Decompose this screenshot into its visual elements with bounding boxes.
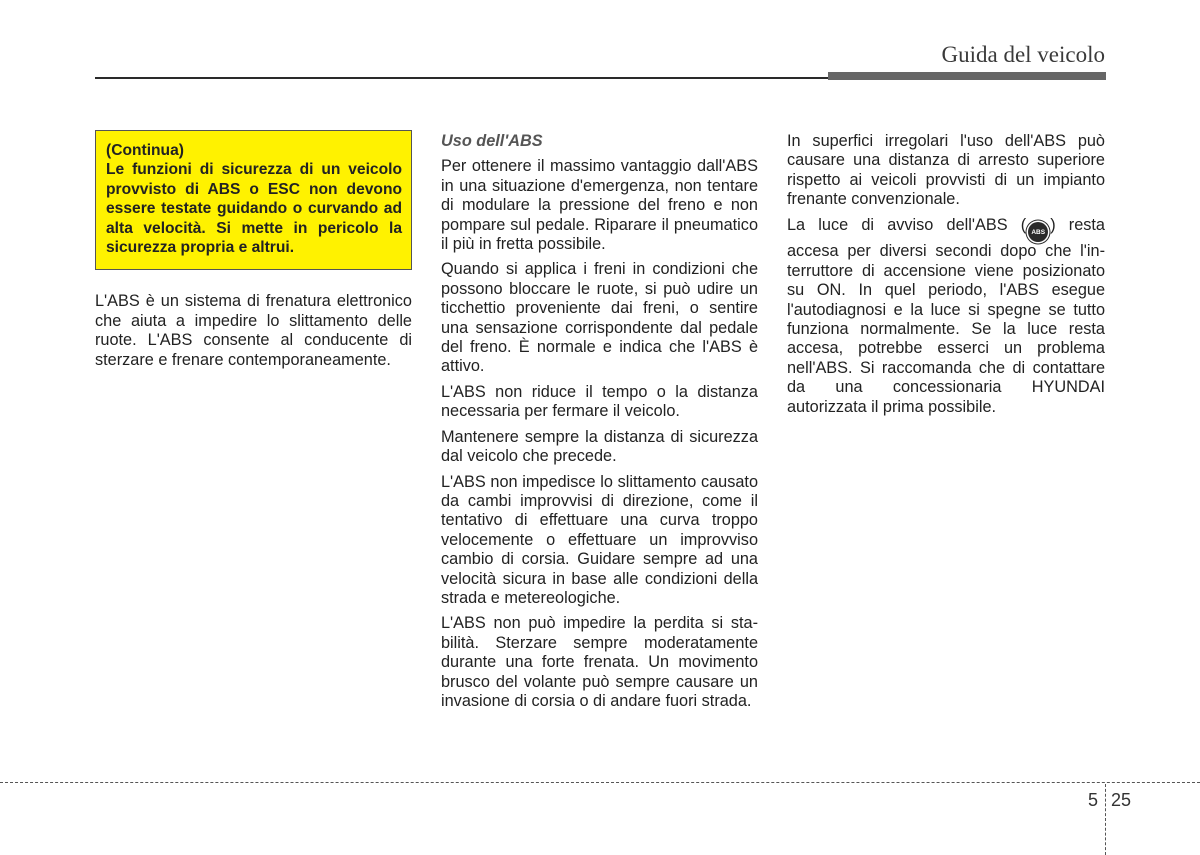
column-left — [95, 130, 412, 376]
warning-light-paragraph — [787, 216, 1105, 417]
body-paragraph: In superfici irregolari l'uso dell'ABS può causare una distanza di arresto superiore rispetto ai veicoli provvisti di un impianto frenante convenzionale. — [787, 132, 1105, 209]
abs-intro-paragraph: L'ABS è un sistema di frenatura elettronico che aiuta a impedire lo slittamento delle ruote. L'ABS consente al conducente di sterzare e frenare contemporaneamente. — [95, 292, 412, 369]
section-heading: Uso dell'ABS — [441, 132, 543, 150]
body-paragraph: Per ottenere il massimo vantaggio dall'ABS in una situazione d'emergenza, non tentare di modulare la pressione del freno e non pompare sul pedale. Riparare il pneumatico il più in fretta possibile. — [441, 157, 758, 254]
abs-warning-light-icon: ABS — [1028, 222, 1048, 242]
page-header-title: Guida del veicolo — [941, 42, 1105, 67]
column-right — [787, 132, 1105, 423]
warning-box — [95, 130, 412, 270]
warning-text: Le funzioni di sicurezza di un veicolo provvisto di ABS o ESC non devono essere testate guidando o curvando ad alta velocità. Si mette in pericolo la sicurezza propria e altrui. — [106, 161, 402, 257]
body-paragraph: L'ABS non può impedire la perdita si stabilità. Sterzare sempre moderatamente durante una forte frenata. Un movimento brusco del volante può sempre causare un invasione di corsia o di andare fuori strada. — [441, 614, 758, 710]
header-rule — [95, 77, 830, 79]
body-paragraph: L'ABS non riduce il tempo o la distanza necessaria per fermare il veicolo. — [441, 382, 758, 421]
body-paragraph: Quando si applica i freni in condizioni che possono bloccare le ruote, si può udire un ticchettio proveniente dai freni, o sentire una sensazione corrispondente dal pedale del freno. È normale e indica che l'ABS è attivo. — [441, 260, 758, 376]
column-middle — [441, 132, 758, 717]
paragraph-text-end: ) resta accesa per diversi secondi dopo che l'interruttore di accensione viene posizionato su ON. In quel periodo, l'ABS esegue l'autodiagnosi e la luce si spegne se tutto funziona normalmente. Se la luce resta accesa, potrebbe esserci un problema nell'ABS. Si raccomanda che di contattare da una concessionaria HYUNDAI autorizzata il prima possibile. — [787, 215, 1105, 416]
footer-divider — [1105, 784, 1106, 855]
page-number: 25 — [1111, 790, 1132, 810]
body-paragraph: Mantenere sempre la distanza di sicurezza dal veicolo che precede. — [441, 427, 758, 466]
warning-label: (Continua) — [106, 142, 184, 159]
body-paragraph: L'ABS non impedisce lo slittamento causato da cambi improvvisi di direzione, come il tentativo di effettuare una curva troppo velocemente o effettuare un improvviso cambio di corsia. Guidare sempre ad una velocità sicura in base alle condizioni della strada e metereologiche. — [441, 472, 758, 607]
footer-rule — [0, 782, 1200, 783]
paragraph-text-start: La luce di avviso dell'ABS ( — [787, 215, 1027, 234]
chapter-number: 5 — [1088, 790, 1099, 810]
header-accent-bar — [828, 72, 1106, 80]
